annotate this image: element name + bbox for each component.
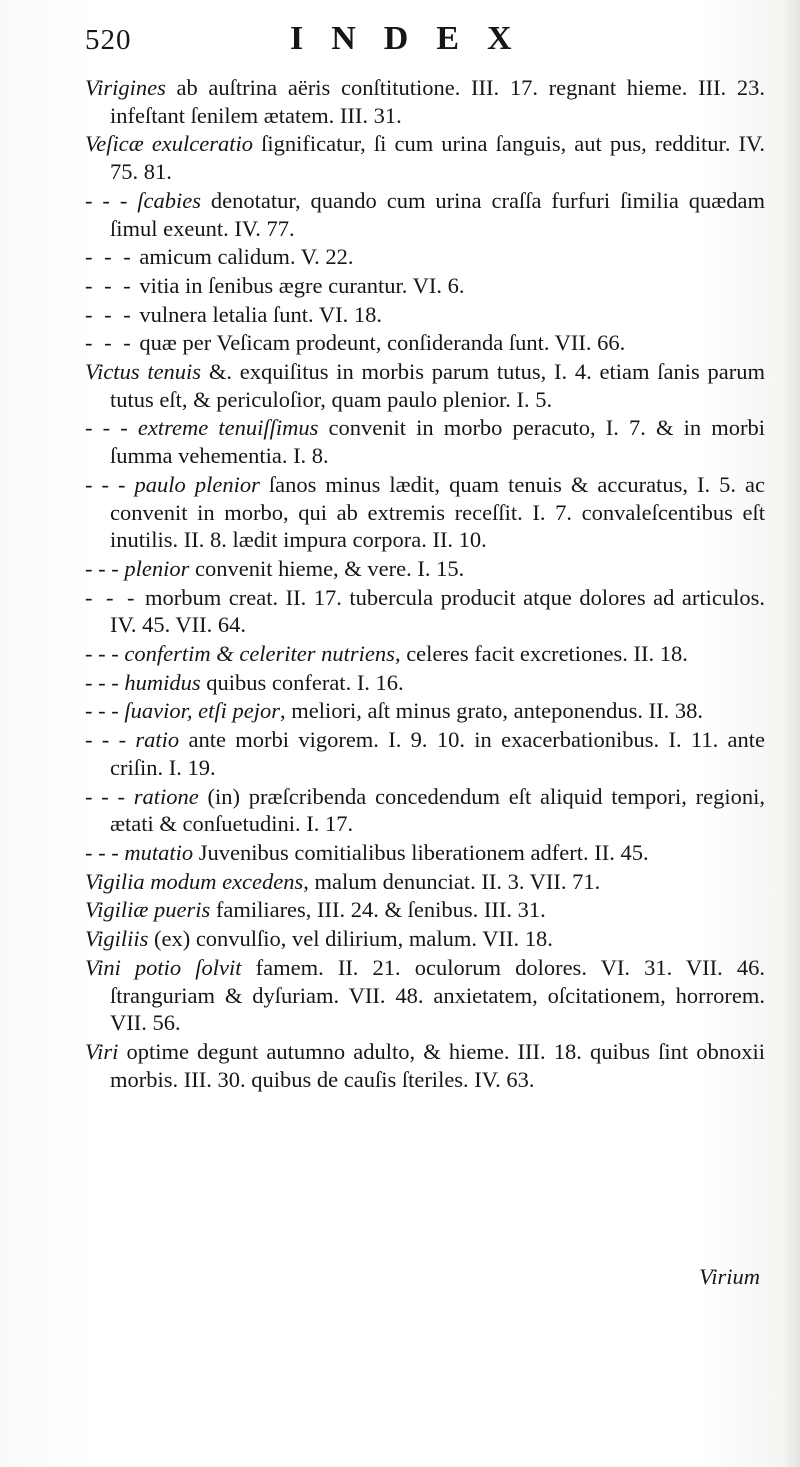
entry-text: convenit hieme, & vere. I. 15. [189, 555, 465, 581]
entry-headword: - - - [85, 584, 138, 610]
entry-headword: - - - ſcabies [85, 187, 201, 213]
index-entry [85, 783, 765, 838]
index-entry [85, 868, 765, 896]
index-entry [85, 130, 765, 185]
index-entry [85, 272, 765, 300]
entry-headword: - - - extreme tenuiſſimus [85, 415, 319, 441]
entry-text: (in) præſcribenda concedendum eſt aliquid tempori, regioni, ætati & conſuetudini. I. 17. [110, 783, 765, 837]
index-entries [85, 74, 765, 1094]
entry-text: ab auſtrina aëris conſtitutione. III. 17. regnant hieme. III. 23. infeſtant ſenilem ætatem. III. 31. [110, 75, 765, 128]
entry-headword: Veſicæ exulceratio [85, 131, 254, 157]
index-entry [85, 329, 765, 357]
entry-headword: Vini potio ſolvit [85, 954, 242, 980]
entry-text: ſignificatur, ſi cum urina ſanguis, aut pus, redditur. IV. 75. 81. [110, 131, 765, 185]
entry-headword: - - - paulo plenior [85, 471, 260, 497]
entry-headword: - - - [85, 330, 134, 356]
entry-headword: Vigilia modum excedens [85, 868, 304, 894]
entry-text: convenit in morbo peracuto, I. 7. & in morbi ſumma vehementia. I. 8. [110, 415, 765, 469]
entry-text: vitia in ſenibus ægre curantur. VI. 6. [133, 272, 465, 298]
entry-text: ante morbi vigorem. I. 9. 10. in exacerbationibus. I. 11. ante criſin. I. 19. [110, 727, 765, 780]
page-number: 520 [85, 24, 132, 56]
index-entry [85, 726, 765, 781]
entry-headword: Vigiliæ pueris [85, 897, 211, 923]
entry-headword: - - - confertim & celeriter nutriens [85, 641, 395, 667]
entry-headword: - - - mutatio [85, 839, 194, 865]
entry-text: quæ per Veſicam prodeunt, conſideranda ſunt. VII. 66. [133, 330, 626, 356]
entry-text: familiares, III. 24. & ſenibus. III. 31. [210, 897, 546, 923]
entry-headword: Viri [85, 1038, 119, 1064]
index-entry [85, 187, 765, 242]
entry-text: quibus conferat. I. 16. [200, 669, 404, 695]
index-entry [85, 74, 765, 129]
entry-headword: - - - [85, 272, 134, 298]
index-entry [85, 839, 765, 867]
entry-text: vulnera letalia ſunt. VI. 18. [133, 301, 383, 327]
entry-text: morbum creat. II. 17. tubercula producit atque dolores ad articulos. IV. 45. VII. 64. [110, 584, 765, 638]
index-entry [85, 471, 765, 554]
entry-text: (ex) convulſio, vel dilirium, malum. VII. 18. [148, 926, 553, 952]
entry-headword: - - - plenior [85, 555, 190, 581]
entry-text: ſanos minus lædit, quam tenuis & accuratus, I. 5. ac convenit in morbo, qui ab extremis receſſit. I. 7. convaleſcentibus eſt inutilis. II. 8. lædit impura corpora. II. 10. [110, 471, 765, 553]
entry-text: , celeres facit excretiones. II. 18. [394, 641, 688, 667]
entry-text: &. exquiſitus in morbis parum tutus, I. 4. etiam ſanis parum tutus eſt, & periculoſior, quam paulo plenior. I. 5. [110, 359, 765, 412]
entry-text: optime degunt autumno adulto, & hieme. III. 18. quibus ſint obnoxii morbis. III. 30. quibus de cauſis ſteriles. IV. 63. [110, 1038, 765, 1092]
index-entry [85, 358, 765, 413]
entry-headword: - - - [85, 244, 134, 270]
entry-headword: Vigiliis [85, 926, 149, 952]
entry-text: , meliori, aſt minus grato, anteponendus. II. 38. [279, 698, 704, 724]
index-entry [85, 896, 765, 924]
index-entry [85, 925, 765, 953]
running-head: INDEX [290, 20, 540, 57]
index-entry [85, 640, 765, 668]
entry-headword: - - - ſuavior, etſi pejor [85, 698, 280, 724]
index-entry [85, 414, 765, 469]
index-entry [85, 555, 765, 583]
entry-text: famem. II. 21. oculorum dolores. VI. 31. VII. 46. ſtranguriam & dyſuriam. VII. 48. anxietatem, oſcitationem, horrorem. VII. 56. [110, 954, 765, 1036]
catchword: Virium [699, 1264, 760, 1289]
entry-headword: - - - ratio [85, 727, 180, 753]
entry-text: , malum denunciat. II. 3. VII. 71. [303, 868, 601, 894]
entry-headword: - - - humidus [85, 669, 201, 695]
entry-text: Juvenibus comitialibus liberationem adfert. II. 45. [193, 839, 649, 865]
entry-headword: Victus tenuis [85, 359, 202, 385]
page-header [85, 22, 765, 62]
entry-headword: - - - [85, 301, 134, 327]
entry-headword: - - - ratione [85, 783, 199, 809]
index-entry [85, 243, 765, 271]
index-entry [85, 584, 765, 639]
index-entry [85, 1038, 765, 1093]
entry-headword: Virigines [85, 75, 166, 100]
page-edge-shadow [782, 0, 800, 1467]
index-entry [85, 669, 765, 697]
index-entry [85, 954, 765, 1037]
index-entry [85, 697, 765, 725]
entry-text: denotatur, quando cum urina craſſa furfuri ſimilia quædam ſimul exeunt. IV. 77. [110, 187, 765, 241]
entry-text: amicum calidum. V. 22. [133, 244, 354, 270]
index-entry [85, 301, 765, 329]
